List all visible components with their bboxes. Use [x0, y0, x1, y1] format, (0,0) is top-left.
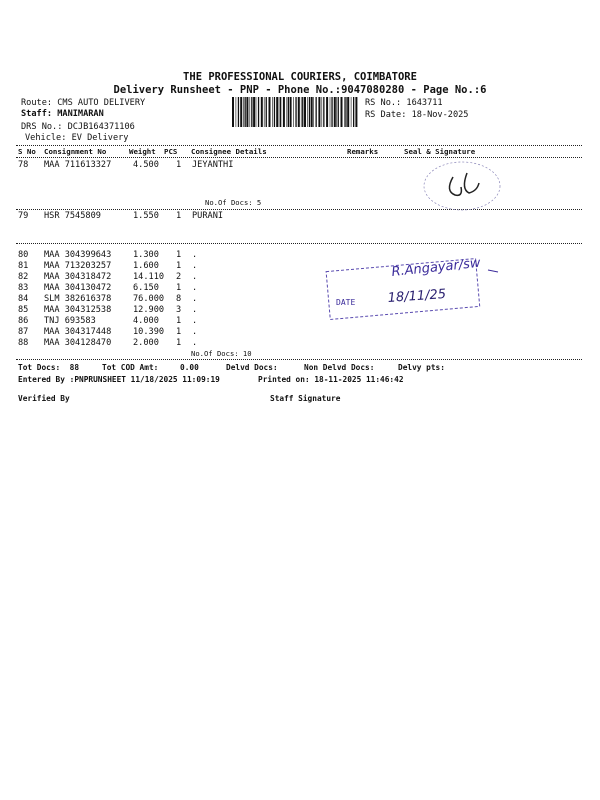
barcode-bar — [355, 97, 357, 127]
cell-cons: MAA 711613327 — [44, 160, 112, 170]
rs-date: RS Date: 18-Nov-2025 — [365, 110, 469, 120]
cell-details: . — [192, 272, 198, 282]
cell-details: . — [192, 327, 198, 337]
col-weight: Weight — [129, 147, 156, 156]
cell-pcs: 1 — [176, 316, 182, 326]
cell-wt: 14.110 — [133, 272, 165, 282]
cell-wt: 1.600 — [133, 261, 159, 271]
cell-wt: 76.000 — [133, 294, 165, 304]
col-consignment: Consignment No — [44, 147, 107, 156]
barcode-bar — [323, 97, 324, 127]
cell-sno: 82 — [18, 272, 29, 282]
header-rule-top — [16, 145, 582, 146]
cell-sno: 78 — [18, 160, 29, 170]
barcode-bar — [341, 97, 343, 127]
barcode-bar — [345, 97, 346, 127]
barcode-bar — [302, 97, 303, 127]
seal-stamp-2 — [318, 250, 518, 320]
total-docs: Tot Docs: 88 — [18, 363, 80, 372]
cell-details: PURANI — [192, 211, 224, 221]
drs-line: DRS No.: DCJB164371106 — [21, 122, 135, 132]
cell-details: . — [192, 261, 198, 271]
cell-pcs: 8 — [176, 294, 182, 304]
printed-on: Printed on: 18-11-2025 11:46:42 — [258, 375, 404, 384]
cell-details: . — [192, 338, 198, 348]
barcode-bar — [307, 97, 308, 127]
col-seal-signature: Seal & Signature — [404, 147, 476, 156]
seal-stamp-1 — [415, 155, 510, 215]
barcode-bar — [331, 97, 332, 127]
cell-pcs: 1 — [176, 261, 182, 271]
cell-sno: 80 — [18, 250, 29, 260]
barcode-bar — [238, 97, 239, 127]
cell-wt: 1.300 — [133, 250, 159, 260]
barcode-bar — [347, 97, 349, 127]
cell-wt: 10.390 — [133, 327, 165, 337]
route-line: Route: CMS AUTO DELIVERY — [21, 98, 146, 108]
barcode-bar — [232, 97, 234, 127]
col-consignee: Consignee Details — [191, 147, 267, 156]
cell-cons: MAA 304130472 — [44, 283, 112, 293]
vehicle-line: Vehicle: EV Delivery — [25, 133, 129, 143]
barcode-bar — [272, 97, 273, 127]
barcode-bar — [250, 97, 251, 127]
total-cod-value: 0.00 — [180, 363, 199, 372]
docs-note-1: No.Of Docs: 5 — [205, 198, 262, 207]
barcode-bar — [322, 97, 323, 127]
cell-pcs: 1 — [176, 250, 182, 260]
cell-cons: MAA 304399643 — [44, 250, 112, 260]
totals-rule — [16, 359, 582, 360]
non-delivered-docs: Non Delvd Docs: — [304, 363, 375, 372]
cell-details: . — [192, 283, 198, 293]
cell-details: . — [192, 294, 198, 304]
col-remarks: Remarks — [347, 147, 379, 156]
cell-sno: 79 — [18, 211, 29, 221]
barcode-bar — [298, 97, 300, 127]
barcode-bar — [330, 97, 331, 127]
cell-wt: 6.150 — [133, 283, 159, 293]
staff-signature: Staff Signature — [270, 394, 341, 403]
barcode-bar — [261, 97, 263, 127]
stamp-date-label: DATE — [336, 298, 356, 307]
cell-wt: 4.000 — [133, 316, 159, 326]
barcode-bar — [246, 97, 248, 127]
cell-wt: 12.900 — [133, 305, 165, 315]
cell-pcs: 1 — [176, 211, 182, 221]
barcode-bar — [240, 97, 242, 127]
barcode-bar — [269, 97, 271, 127]
delivered-docs: Delvd Docs: — [226, 363, 278, 372]
barcode-bar — [253, 97, 255, 127]
col-pcs: PCS — [164, 147, 178, 156]
cell-pcs: 1 — [176, 283, 182, 293]
barcode-bar — [258, 97, 259, 127]
cell-sno: 83 — [18, 283, 29, 293]
cell-sno: 87 — [18, 327, 29, 337]
barcode-bar — [311, 97, 313, 127]
cell-sno: 84 — [18, 294, 29, 304]
cell-pcs: 2 — [176, 272, 182, 282]
row-divider-2 — [16, 243, 582, 244]
cell-cons: SLM 382616378 — [44, 294, 112, 304]
barcode-bar — [274, 97, 275, 127]
barcode-bar — [287, 97, 288, 127]
cell-details: . — [192, 316, 198, 326]
barcode-bar — [288, 97, 289, 127]
barcode-bar — [334, 97, 336, 127]
barcode-bar — [264, 97, 265, 127]
barcode-bar — [344, 97, 345, 127]
delivery-points: Delvy pts: — [398, 363, 445, 372]
barcode-bar — [304, 97, 306, 127]
barcode-bar — [236, 97, 237, 127]
cell-wt: 2.000 — [133, 338, 159, 348]
barcode-bar — [290, 97, 292, 127]
barcode-bar — [283, 97, 285, 127]
barcode-bar — [353, 97, 354, 127]
barcode-bar — [251, 97, 252, 127]
barcode-bar — [279, 97, 280, 127]
cell-wt: 1.550 — [133, 211, 159, 221]
cell-cons: MAA 304318472 — [44, 272, 112, 282]
runsheet-subtitle: Delivery Runsheet - PNP - Phone No.:9047080280 - Page No.:6 — [113, 84, 487, 96]
barcode-bar — [326, 97, 328, 127]
cell-pcs: 1 — [176, 338, 182, 348]
total-cod-label: Tot COD Amt: — [102, 363, 159, 372]
cell-pcs: 1 — [176, 327, 182, 337]
cell-sno: 86 — [18, 316, 29, 326]
cell-cons: MAA 304317448 — [44, 327, 112, 337]
stamp-date-text: 18/11/25 — [387, 286, 447, 306]
cell-pcs: 3 — [176, 305, 182, 315]
verified-by: Verified By — [18, 394, 70, 403]
barcode-bar — [309, 97, 310, 127]
cell-details: . — [192, 250, 198, 260]
barcode-bar — [245, 97, 246, 127]
rs-number: RS No.: 1643711 — [365, 98, 443, 108]
barcode-bar — [336, 97, 337, 127]
barcode-bar — [276, 97, 278, 127]
barcode-bar — [256, 97, 257, 127]
col-sno: S No — [18, 147, 36, 156]
barcode-bar — [301, 97, 302, 127]
entered-by: Entered By :PNPRUNSHEET 11/18/2025 11:09:19 — [18, 375, 220, 384]
barcode-image — [232, 97, 360, 127]
barcode-bar — [318, 97, 320, 127]
barcode-bar — [313, 97, 314, 127]
barcode-bar — [266, 97, 267, 127]
barcode-bar — [280, 97, 281, 127]
cell-details: . — [192, 305, 198, 315]
barcode-bar — [293, 97, 294, 127]
barcode-bar — [351, 97, 352, 127]
staff-line: Staff: MANIMARAN — [21, 109, 104, 119]
cell-cons: TNJ 693583 — [44, 316, 96, 326]
cell-cons: MAA 713203257 — [44, 261, 112, 271]
cell-sno: 88 — [18, 338, 29, 348]
cell-pcs: 1 — [176, 160, 182, 170]
company-title: THE PROFESSIONAL COURIERS, COIMBATORE — [183, 71, 417, 83]
cell-wt: 4.500 — [133, 160, 159, 170]
cell-cons: HSR 7545809 — [44, 211, 101, 221]
cell-sno: 85 — [18, 305, 29, 315]
barcode-bar — [295, 97, 296, 127]
barcode-bar — [316, 97, 317, 127]
cell-sno: 81 — [18, 261, 29, 271]
cell-cons: MAA 304128470 — [44, 338, 112, 348]
cell-cons: MAA 304312538 — [44, 305, 112, 315]
barcode-bar — [338, 97, 339, 127]
cell-details: JEYANTHI — [192, 160, 234, 170]
docs-note-2: No.Of Docs: 10 — [191, 349, 252, 358]
stamp-signature-text: R.Angayar/sw — [390, 255, 482, 280]
barcode-bar — [243, 97, 244, 127]
